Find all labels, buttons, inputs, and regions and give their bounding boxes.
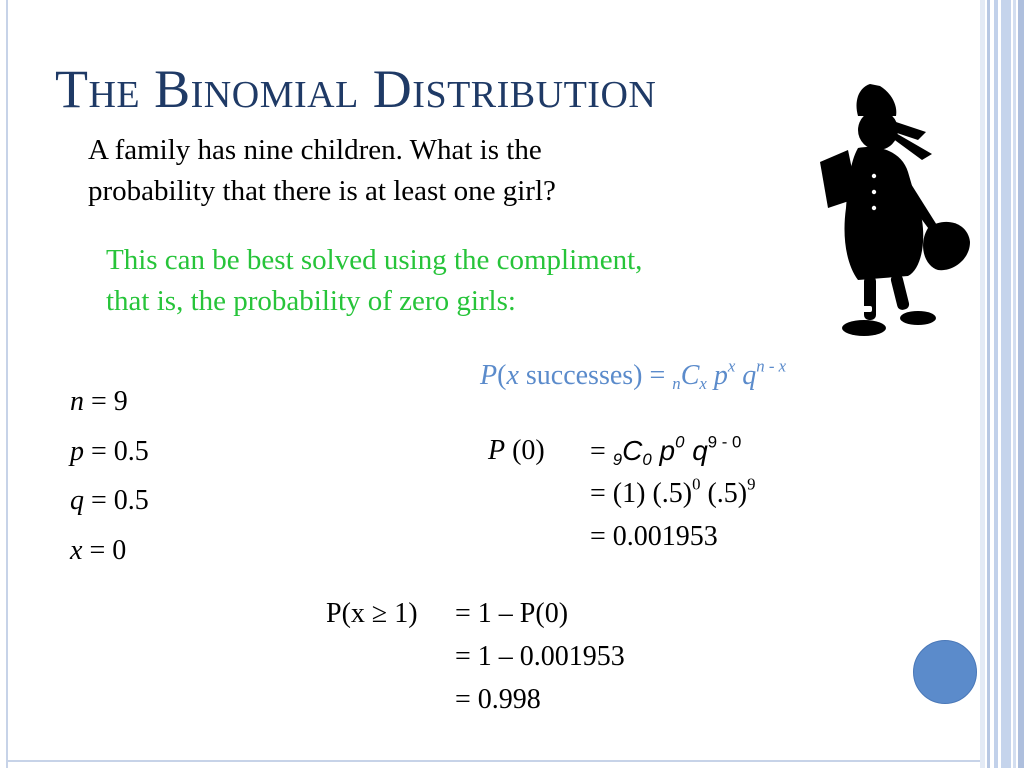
variable-value: = 0.5 — [84, 435, 149, 467]
calc-line-2 — [590, 474, 756, 510]
slide-title: The Binomial Distribution — [55, 59, 657, 119]
variable-x — [70, 535, 149, 585]
calc-line-2-a: = (1) (.5) — [590, 478, 693, 509]
calc-line-1 — [590, 432, 742, 470]
calc-label-rest: (0) — [505, 435, 545, 466]
hint-line-1: This can be best solved using the compliment, — [106, 244, 643, 276]
variable-n — [70, 386, 149, 436]
decorative-stripes — [980, 0, 1024, 768]
hint-line-2: that is, the probability of zero girls: — [106, 285, 516, 317]
calc-sub-0: 0 — [642, 450, 652, 470]
calc-label — [488, 435, 545, 467]
formula-x-superscript: x — [727, 356, 736, 376]
formula-q-var: q — [742, 360, 757, 391]
formula-successes: successes) = — [518, 360, 673, 391]
final-line-3: = 0.998 — [455, 684, 541, 715]
variable-name: q — [70, 485, 84, 516]
formula-c: C — [680, 360, 700, 391]
slide-frame-left — [6, 0, 8, 768]
circle-icon — [913, 640, 977, 704]
variable-list — [70, 386, 149, 584]
calc-q: q — [692, 435, 708, 466]
calc-line-2-sup-b: 9 — [747, 474, 756, 494]
variable-p — [70, 436, 149, 486]
formula-open-paren: ( — [497, 360, 507, 391]
calc-sup-0: 0 — [675, 432, 685, 452]
calc-c: C — [622, 435, 643, 466]
variable-name: x — [70, 534, 83, 566]
final-line-2: = 1 – 0.001953 — [455, 641, 625, 672]
formula-p-var: p — [713, 360, 728, 391]
final-label: P(x ≥ 1) — [326, 598, 418, 629]
formula-x-subscript: x — [699, 374, 707, 394]
hint-text — [106, 240, 846, 322]
formula-n-subscript: n — [672, 374, 681, 394]
calc-label-p: P — [488, 435, 506, 466]
question-line-2: probability that there is at least one girl? — [88, 175, 556, 207]
formula-p: P — [480, 360, 498, 391]
final-line-1: = 1 – P(0) — [455, 598, 569, 629]
girl-silhouette-icon — [798, 80, 978, 352]
calc-line-2-b: (.5) — [700, 478, 748, 509]
calc-sup-exp: 9 - 0 — [707, 432, 742, 452]
variable-name: n — [70, 386, 84, 417]
variable-name: p — [70, 435, 84, 467]
slide-frame-bottom — [6, 760, 984, 762]
variable-value: = 0.5 — [84, 485, 149, 516]
calc-p: p — [659, 435, 676, 466]
calc-sub-9: 9 — [612, 450, 623, 470]
formula-exponent: n - x — [756, 356, 787, 376]
calc-eq: = — [590, 436, 613, 467]
binomial-formula — [480, 356, 787, 394]
question-line-1: A family has nine children. What is the — [88, 134, 542, 166]
formula-x: x — [506, 360, 519, 391]
calc-line-2-sup-a: 0 — [692, 474, 701, 494]
variable-q — [70, 485, 149, 535]
variable-value: = 9 — [84, 386, 128, 417]
calc-line-3: = 0.001953 — [590, 521, 718, 552]
question-text — [88, 130, 808, 212]
variable-value: = 0 — [82, 534, 127, 566]
